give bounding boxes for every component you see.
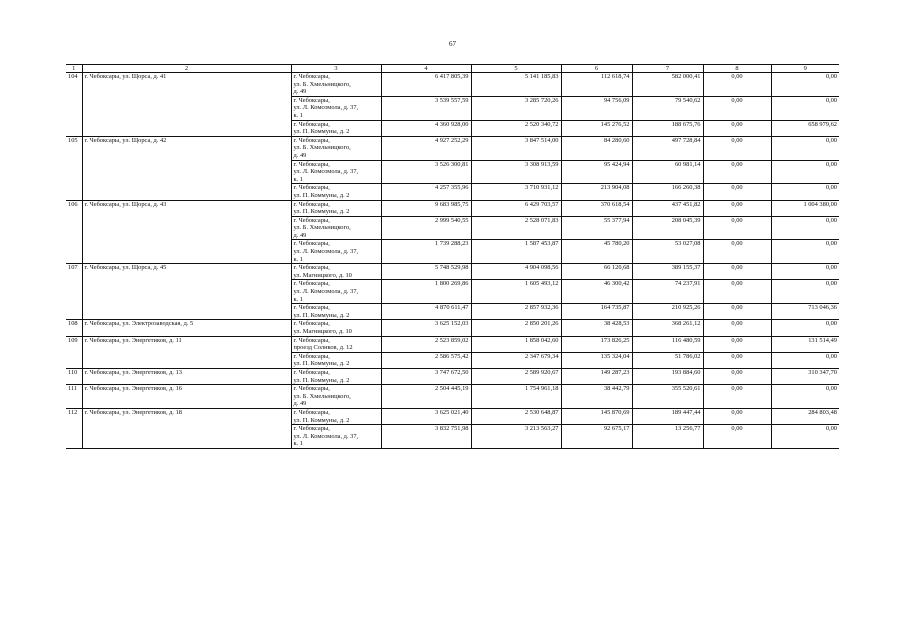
value-cell-v6: 95 424,94 [561,160,632,184]
value-cell-v8: 0,00 [703,385,771,409]
value-cell-v4: 3 625 152,03 [381,320,471,336]
value-cell-v5: 4 904 098,56 [471,264,561,280]
source-address-cell [291,216,381,240]
value-cell-v9: 0,00 [771,352,839,368]
column-header: 3 [291,65,381,73]
source-address-line: ул. П. Коммуны, д. 2 [293,191,350,199]
value-cell-v6: 45 780,20 [561,240,632,264]
address-cell [82,216,291,240]
value-cell-v5: 1 605 493,12 [471,280,561,304]
value-cell-v9: 0,00 [771,240,839,264]
value-cell-v8: 0,00 [703,368,771,384]
value-cell-v5: 2 850 201,26 [471,320,561,336]
value-cell-v9: 0,00 [771,425,839,449]
value-cell-v7: 193 884,60 [632,368,703,384]
column-header: 6 [561,65,632,73]
source-address-line: ул. Магницкого, д. 10 [293,328,352,335]
value-cell-v5: 5 141 185,83 [471,73,561,97]
value-cell-v6: 164 735,87 [561,304,632,320]
source-address-line: г. Чебоксары, [293,304,330,312]
row-number-cell [66,184,82,200]
source-address-line: ул. Магницкого, д. 10 [293,271,352,279]
value-cell-v7: 368 261,12 [632,320,703,336]
value-cell-v9: 0,00 [771,136,839,160]
value-cell-v6: 173 826,25 [561,336,632,352]
source-address-line: г. Чебоксары, [293,368,330,376]
value-cell-v4: 4 360 928,00 [381,120,471,136]
value-cell-v5: 1 587 453,87 [471,240,561,264]
source-address-line: ул. Б. Хмельницкого, [293,80,351,88]
table-row [66,336,839,352]
source-address-line: ул. Л. Комсомола, д. 37, [293,432,359,440]
table-row [66,200,839,216]
value-cell-v7: 188 675,76 [632,120,703,136]
address-cell [82,184,291,200]
source-address-line: г. Чебоксары, [293,73,330,80]
value-cell-v8: 0,00 [703,264,771,280]
source-address-line: г. Чебоксары, [293,425,330,433]
column-header: 5 [471,65,561,73]
value-cell-v7: 51 786,02 [632,352,703,368]
source-address-line: к. 1 [293,440,303,448]
value-cell-v8: 0,00 [703,425,771,449]
address-cell [82,304,291,320]
data-table [66,64,839,449]
source-address-cell [291,352,381,368]
value-cell-v8: 0,00 [703,96,771,120]
row-number-cell [66,425,82,449]
value-cell-v7: 208 045,39 [632,216,703,240]
address-cell [82,425,291,449]
value-cell-v8: 0,00 [703,136,771,160]
value-cell-v8: 0,00 [703,160,771,184]
source-address-line: г. Чебоксары, [293,200,330,208]
value-cell-v9: 0,00 [771,385,839,409]
source-address-line: к. 1 [293,111,303,119]
source-address-cell [291,280,381,304]
address-cell [82,120,291,136]
table-row [66,320,839,336]
source-address-line: г. Чебоксары, [293,160,330,168]
value-cell-v4: 4 927 252,29 [381,136,471,160]
row-number-cell: 107 [66,264,82,280]
value-cell-v6: 94 756,09 [561,96,632,120]
value-cell-v8: 0,00 [703,73,771,97]
value-cell-v9: 0,00 [771,280,839,304]
source-address-line: ул. Б. Хмельницкого, [293,144,351,152]
value-cell-v6: 84 280,60 [561,136,632,160]
source-address-line: к. 1 [293,255,303,263]
table-row [66,120,839,136]
column-header: 9 [771,65,839,73]
value-cell-v5: 2 528 071,83 [471,216,561,240]
source-address-line: г. Чебоксары, [293,408,330,416]
source-address-line: г. Чебоксары, [293,184,330,192]
source-address-line: ул. П. Коммуны, д. 2 [293,128,350,136]
source-address-line: ул. П. Коммуны, д. 2 [293,360,350,368]
value-cell-v6: 66 120,68 [561,264,632,280]
address-cell [82,352,291,368]
value-cell-v6: 145 870,69 [561,408,632,424]
table-row [66,96,839,120]
source-address-line: г. Чебоксары, [293,320,330,328]
value-cell-v4: 2 523 859,02 [381,336,471,352]
source-address-line: г. Чебоксары, [293,264,330,272]
source-address-line: ул. Л. Комсомола, д. 37, [293,288,359,296]
value-cell-v7: 74 237,91 [632,280,703,304]
value-cell-v7: 189 447,44 [632,408,703,424]
row-number-cell [66,240,82,264]
table-row [66,368,839,384]
column-header: 4 [381,65,471,73]
source-address-line: г. Чебоксары, [293,385,330,393]
value-cell-v8: 0,00 [703,320,771,336]
value-cell-v5: 2 857 932,36 [471,304,561,320]
source-address-line: д. 49 [293,231,307,239]
source-address-line: ул. Л. Комсомола, д. 37, [293,248,359,256]
address-cell: г. Чебоксары, ул. Щорса, д. 43 [82,200,291,216]
address-cell: г. Чебоксары, ул. Энергетиков, д. 13 [82,368,291,384]
source-address-cell [291,320,381,336]
table-row [66,216,839,240]
value-cell-v6: 92 675,17 [561,425,632,449]
value-cell-v5: 1 858 042,60 [471,336,561,352]
value-cell-v5: 3 213 563,27 [471,425,561,449]
value-cell-v6: 38 428,53 [561,320,632,336]
value-cell-v4: 3 747 672,50 [381,368,471,384]
value-cell-v7: 210 925,26 [632,304,703,320]
source-address-cell [291,385,381,409]
address-cell [82,240,291,264]
source-address-line: ул. П. Коммуны, д. 2 [293,311,350,319]
address-cell: г. Чебоксары, ул. Электрозаводская, д. 5 [82,320,291,336]
value-cell-v4: 2 999 540,55 [381,216,471,240]
value-cell-v6: 145 276,52 [561,120,632,136]
source-address-line: г. Чебоксары, [293,280,330,288]
value-cell-v8: 0,00 [703,120,771,136]
source-address-cell [291,368,381,384]
value-cell-v5: 3 308 913,59 [471,160,561,184]
row-number-cell: 105 [66,136,82,160]
value-cell-v6: 135 324,04 [561,352,632,368]
row-number-cell: 108 [66,320,82,336]
source-address-line: д. 49 [293,151,307,159]
address-cell [82,280,291,304]
table-row [66,160,839,184]
value-cell-v4: 1 739 288,23 [381,240,471,264]
source-address-line: ул. Л. Комсомола, д. 37, [293,168,359,176]
value-cell-v9: 0,00 [771,184,839,200]
table-row [66,184,839,200]
value-cell-v4: 3 526 300,81 [381,160,471,184]
value-cell-v6: 46 300,42 [561,280,632,304]
value-cell-v8: 0,00 [703,240,771,264]
value-cell-v7: 53 027,08 [632,240,703,264]
source-address-line: г. Чебоксары, [293,216,330,224]
row-number-cell: 111 [66,385,82,409]
value-cell-v9: 0,00 [771,160,839,184]
source-address-cell [291,304,381,320]
value-cell-v7: 497 728,84 [632,136,703,160]
source-address-line: ул. П. Коммуны, д. 2 [293,208,350,216]
value-cell-v9: 0,00 [771,216,839,240]
value-cell-v5: 2 589 920,67 [471,368,561,384]
table-row [66,264,839,280]
source-address-cell [291,73,381,97]
source-address-line: проезд Солнков, д. 12 [293,344,353,352]
value-cell-v6: 213 904,08 [561,184,632,200]
value-cell-v9: 0,00 [771,73,839,97]
row-number-cell [66,280,82,304]
value-cell-v4: 3 832 751,98 [381,425,471,449]
address-cell: г. Чебоксары, ул. Энергетиков, д. 11 [82,336,291,352]
value-cell-v7: 582 000,41 [632,73,703,97]
source-address-line: к. 1 [293,175,303,183]
table-row [66,408,839,424]
value-cell-v7: 437 451,82 [632,200,703,216]
table-row [66,240,839,264]
value-cell-v9: 131 514,49 [771,336,839,352]
value-cell-v8: 0,00 [703,304,771,320]
value-cell-v9: 713 046,36 [771,304,839,320]
value-cell-v4: 4 870 611,47 [381,304,471,320]
value-cell-v7: 60 981,14 [632,160,703,184]
table-row [66,385,839,409]
row-number-cell [66,96,82,120]
table-row [66,280,839,304]
value-cell-v4: 2 504 445,19 [381,385,471,409]
value-cell-v9: 0,00 [771,96,839,120]
address-cell: г. Чебоксары, ул. Щорса, д. 45 [82,264,291,280]
address-cell: г. Чебоксары, ул. Энергетиков, д. 18 [82,408,291,424]
value-cell-v5: 3 847 514,00 [471,136,561,160]
address-cell: г. Чебоксары, ул. Щорса, д. 42 [82,136,291,160]
value-cell-v8: 0,00 [703,352,771,368]
source-address-cell [291,120,381,136]
value-cell-v5: 2 347 679,34 [471,352,561,368]
source-address-cell [291,336,381,352]
source-address-cell [291,240,381,264]
source-address-line: г. Чебоксары, [293,336,330,344]
value-cell-v6: 149 287,23 [561,368,632,384]
table-row [66,425,839,449]
row-number-cell: 110 [66,368,82,384]
value-cell-v9: 284 803,48 [771,408,839,424]
source-address-line: ул. Б. Хмельницкого, [293,224,351,232]
value-cell-v7: 79 540,62 [632,96,703,120]
value-cell-v9: 310 347,70 [771,368,839,384]
value-cell-v8: 0,00 [703,200,771,216]
value-cell-v5: 3 710 931,12 [471,184,561,200]
row-number-cell [66,120,82,136]
value-cell-v4: 5 748 529,98 [381,264,471,280]
column-header: 8 [703,65,771,73]
table-row [66,352,839,368]
value-cell-v9: 0,00 [771,320,839,336]
source-address-line: ул. П. Коммуны, д. 2 [293,416,350,424]
row-number-cell [66,352,82,368]
source-address-line: д. 49 [293,88,307,96]
value-cell-v8: 0,00 [703,336,771,352]
column-header: 7 [632,65,703,73]
column-header: 1 [66,65,82,73]
table-header-row [66,65,839,73]
value-cell-v4: 2 586 575,42 [381,352,471,368]
row-number-cell: 106 [66,200,82,216]
value-cell-v9: 658 979,62 [771,120,839,136]
value-cell-v5: 3 285 720,26 [471,96,561,120]
source-address-cell [291,200,381,216]
row-number-cell: 104 [66,73,82,97]
value-cell-v5: 2 520 340,72 [471,120,561,136]
source-address-cell [291,136,381,160]
address-cell: г. Чебоксары, ул. Щорса, д. 41 [82,73,291,97]
row-number-cell [66,160,82,184]
source-address-line: г. Чебоксары, [293,352,330,360]
value-cell-v8: 0,00 [703,280,771,304]
value-cell-v8: 0,00 [703,408,771,424]
table-row [66,136,839,160]
source-address-cell [291,264,381,280]
source-address-line: г. Чебоксары, [293,96,330,104]
value-cell-v6: 55 377,94 [561,216,632,240]
value-cell-v7: 13 256,77 [632,425,703,449]
value-cell-v6: 38 442,79 [561,385,632,409]
source-address-cell [291,184,381,200]
value-cell-v8: 0,00 [703,184,771,200]
value-cell-v5: 1 754 961,18 [471,385,561,409]
value-cell-v7: 389 155,37 [632,264,703,280]
page-number: 67 [449,40,456,48]
row-number-cell [66,304,82,320]
value-cell-v6: 112 618,74 [561,73,632,97]
row-number-cell: 112 [66,408,82,424]
value-cell-v7: 116 480,59 [632,336,703,352]
value-cell-v6: 370 618,54 [561,200,632,216]
source-address-line: д. 49 [293,400,307,408]
value-cell-v4: 3 625 021,40 [381,408,471,424]
source-address-line: ул. Б. Хмельницкого, [293,392,351,400]
address-cell: г. Чебоксары, ул. Энергетиков, д. 16 [82,385,291,409]
source-address-line: ул. П. Коммуны, д. 2 [293,376,350,384]
row-number-cell [66,216,82,240]
value-cell-v8: 0,00 [703,216,771,240]
address-cell [82,160,291,184]
value-cell-v5: 6 429 703,57 [471,200,561,216]
value-cell-v4: 9 683 985,75 [381,200,471,216]
value-cell-v9: 0,00 [771,264,839,280]
source-address-cell [291,425,381,449]
source-address-line: к. 1 [293,295,303,303]
value-cell-v4: 6 417 805,39 [381,73,471,97]
column-header: 2 [82,65,291,73]
table-body [66,73,839,449]
source-address-line: г. Чебоксары, [293,240,330,248]
value-cell-v5: 2 530 648,87 [471,408,561,424]
value-cell-v4: 3 539 557,59 [381,96,471,120]
source-address-line: г. Чебоксары, [293,136,330,144]
source-address-line: г. Чебоксары, [293,120,330,128]
value-cell-v4: 4 257 355,96 [381,184,471,200]
table-row [66,73,839,97]
value-cell-v7: 355 520,61 [632,385,703,409]
source-address-line: ул. Л. Комсомола, д. 37, [293,104,359,112]
row-number-cell: 109 [66,336,82,352]
value-cell-v7: 166 260,38 [632,184,703,200]
address-cell [82,96,291,120]
source-address-cell [291,160,381,184]
table-row [66,304,839,320]
value-cell-v4: 1 800 269,86 [381,280,471,304]
source-address-cell [291,408,381,424]
value-cell-v9: 1 004 380,00 [771,200,839,216]
source-address-cell [291,96,381,120]
